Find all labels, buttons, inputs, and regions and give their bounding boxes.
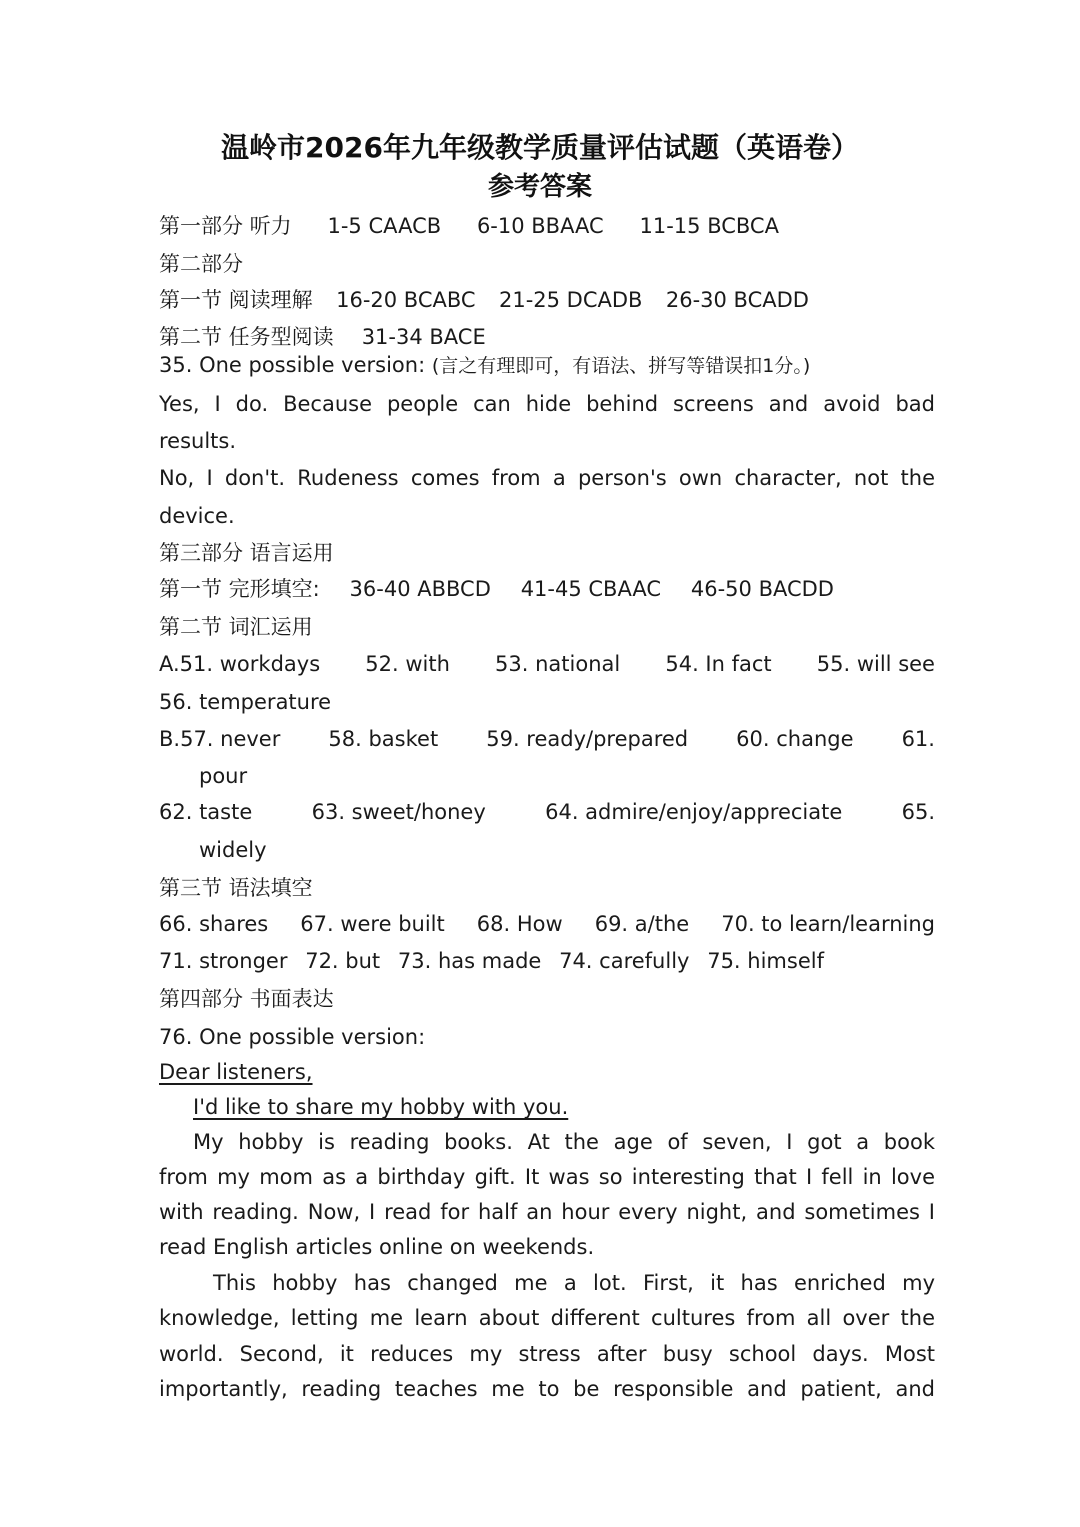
essay-p1-line4: read English articles online on weekends. [159,1235,595,1259]
vocab-a-row [159,649,935,679]
vocab-b-item-64: 64. admire/enjoy/appreciate [545,800,843,824]
grammar-item-69: 69. a/the [594,912,690,936]
sec3-1-cloze-row [159,574,834,604]
grammar-item-70: 70. to learn/learning [721,912,935,936]
essay-intro-row [193,1092,933,1122]
part1-listening-row [159,211,779,241]
grammar-item-72: 72. but [305,949,381,973]
page-title: 温岭市2026年九年级教学质量评估试题（英语卷） [221,131,859,164]
part1-answers-b: 6-10 BBAAC [476,214,604,238]
vocab-b-item-59: 59. ready/prepared [486,727,689,751]
sec2-2-task-reading-row [159,322,935,352]
essay-head: 76. One possible version: [159,1025,426,1049]
part1-answers-a: 1-5 CAACB [327,214,442,238]
sec3-2-heading: 第二节 词汇运用 [159,615,313,639]
vocab-a-item-55: 55. will see [816,652,935,676]
q35-head-row [159,350,935,380]
sec3-1-answers-a: 36-40 ABBCD [349,577,491,601]
part1-label: 第一部分 听力 [159,214,292,238]
q35-yes-line1: Yes, I do. Because people can hide behind screens and avoid bad [159,392,935,416]
sec2-1-answers-a: 16-20 BCABC [336,288,476,312]
essay-greeting: Dear listeners, [159,1060,313,1084]
part3-heading: 第三部分 语言运用 [159,541,334,565]
sec2-2-answers: 31-34 BACE [361,325,486,349]
sec3-1-label: 第一节 完形填空: [159,577,320,601]
essay-p1-line3: with reading. Now, I read for half an hour every night, and sometimes I [159,1200,935,1224]
essay-p2-line3: world. Second, it reduces my stress after busy school days. Most [159,1342,935,1366]
vocab-a-item-53: 53. national [495,652,621,676]
vocab-b-item-61: 61. [901,727,935,751]
q35-head: 35. One possible version: [159,353,426,377]
essay-p1-line1: My hobby is reading books. At the age of seven, I got a book [193,1130,935,1154]
page-subtitle: 参考答案 [487,172,592,202]
grammar-item-68: 68. How [476,912,563,936]
essay-greeting-row [159,1057,935,1087]
essay-p2-line2: knowledge, letting me learn about different cultures from all over the [159,1306,935,1330]
grammar-item-75: 75. himself [707,949,824,973]
vocab-b-item-60: 60. change [736,727,854,751]
grammar-row-2 [159,946,824,976]
vocab-b-item-61-answer: pour [199,764,248,788]
sec2-1-label: 第一节 阅读理解 [159,288,313,312]
grammar-row-1 [159,909,935,939]
sec2-1-reading-row [159,285,809,315]
essay-p1-line2: from my mom as a birthday gift. It was so interesting that I fell in love [159,1165,935,1189]
part1-answers-c: 11-15 BCBCA [639,214,779,238]
vocab-a-item-54: 54. In fact [665,652,772,676]
essay-intro: I'd like to share my hobby with you. [193,1095,569,1119]
grammar-item-66: 66. shares [159,912,269,936]
sec3-3-heading: 第三节 语法填空 [159,876,313,900]
sec3-1-answers-b: 41-45 CBAAC [520,577,662,601]
vocab-a-item-51: A.51. workdays [159,652,321,676]
grammar-item-74: 74. carefully [559,949,690,973]
grammar-item-73: 73. has made [397,949,542,973]
q35-yes-line2: results. [159,429,237,453]
part4-heading: 第四部分 书面表达 [159,987,334,1011]
vocab-b-item-65: 65. [901,800,935,824]
q35-no-line2: device. [159,504,235,528]
vocab-a-item-52: 52. with [365,652,450,676]
vocab-b-item-65-answer: widely [199,838,267,862]
vocab-b-row [159,724,935,754]
q35-no-line1: No, I don't. Rudeness comes from a person's own character, not the [159,466,935,490]
vocab-b-item-58: 58. basket [328,727,439,751]
vocab-a-item-56: 56. temperature [159,690,332,714]
grammar-item-67: 67. were built [300,912,445,936]
q35-scoring-note: (言之有理即可，有语法、拼写等错误扣1分。) [431,355,811,377]
grammar-item-71: 71. stronger [159,949,288,973]
sec2-1-answers-b: 21-25 DCADB [498,288,643,312]
sec2-1-answers-c: 26-30 BCADD [665,288,809,312]
essay-p2-line4: importantly, reading teaches me to be responsible and patient, and [159,1377,935,1401]
sec2-2-label: 第二节 任务型阅读 [159,325,334,349]
vocab-b-item-57: B.57. never [159,727,281,751]
part2-heading: 第二部分 [159,252,243,276]
vocab-b-item-62: 62. taste [159,800,253,824]
sec3-1-answers-c: 46-50 BACDD [690,577,834,601]
essay-p2-line1: This hobby has changed me a lot. First, it has enriched my [213,1271,935,1295]
vocab-b-row-2 [159,797,935,827]
vocab-b-item-63: 63. sweet/honey [311,800,486,824]
